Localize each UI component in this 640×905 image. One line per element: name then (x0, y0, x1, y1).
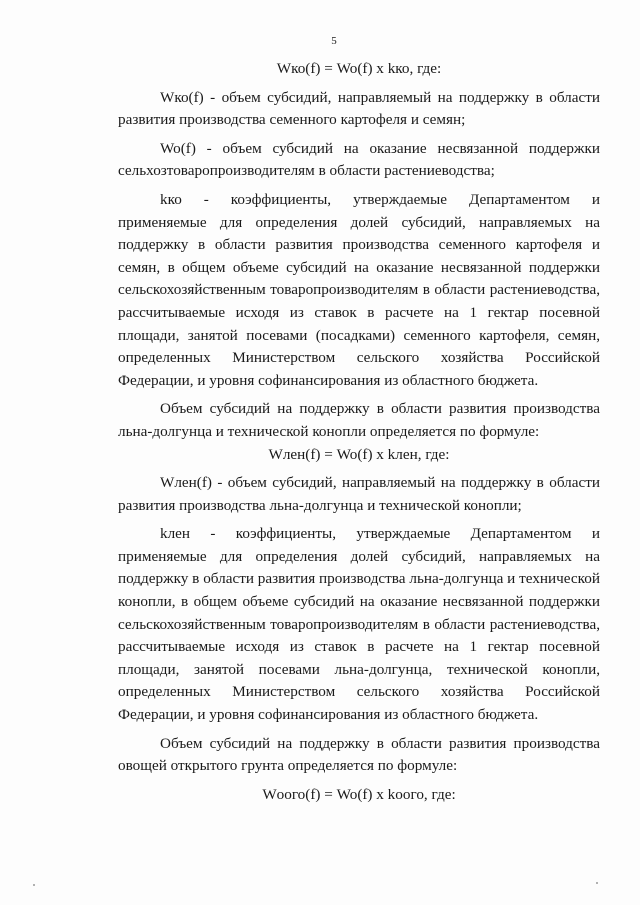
paragraph-ovosh-formula-intro: Объем субсидий на поддержку в области развития производства овощей открытого грунта определяется по формуле: (118, 734, 600, 775)
definition-kko: kко - коэффициенты, утверждаемые Департаментом и применяемые для определения долей субсидий, направляемых на поддержку в области развития производства семенного картофеля и семян, в общем объеме субсидий на оказание несвязанной поддержки сельскохозяйственным товаропроизводителям в области растениеводства, рассчитываемые исходя из ставок в расчете на 1 гектар посевной площади, занятой посевами (посадками) семенного картофеля, семян, определенных Министерством сельского хозяйства Российской Федерации, и уровня софинансирования из областного бюджета. (118, 190, 600, 389)
formula-wko: Wко(f) = Wo(f) x kко, где: (276, 60, 442, 77)
definition-wo: Wo(f) - объем субсидий на оказание несвязанной поддержки сельхозтоваропроизводителям в области растениеводства; (118, 139, 600, 180)
formula-wlen: Wлен(f) = Wo(f) x kлен, где: (268, 445, 450, 463)
document-body (118, 58, 600, 806)
scan-speck (596, 882, 598, 884)
definition-wlen: Wлен(f) - объем субсидий, направляемый на поддержку в области развития производства льна-долгунца и технической конопли; (118, 474, 600, 514)
definition-wko: Wко(f) - объем субсидий, направляемый на поддержку в области развития производства семенного картофеля и семян; (118, 88, 600, 129)
paragraph-len-formula-intro: Объем субсидий на поддержку в области развития производства льна-долгунца и технической конопли определяется по формуле: (118, 400, 600, 440)
definition-klen: kлен - коэффициенты, утверждаемые Департаментом и применяемые для определения долей субсидий, направляемых на поддержку в области развития производства льна-долгунца и технической конопли, в общем объеме субсидий на оказание несвязанной поддержки сельскохозяйственным товаропроизводителям в области растениеводства, рассчитываемые исходя из ставок в расчете на 1 гектар посевной площади, занятой посевами льна-долгунца, технической конопли, определенных Министерством сельского хозяйства Российской Федерации, и уровня софинансирования из областного бюджета. (118, 525, 600, 724)
scan-speck (33, 884, 35, 886)
formula-woogo: Wоoго(f) = Wo(f) x kоoго, где: (262, 785, 456, 803)
page-number: 5 (331, 35, 337, 47)
